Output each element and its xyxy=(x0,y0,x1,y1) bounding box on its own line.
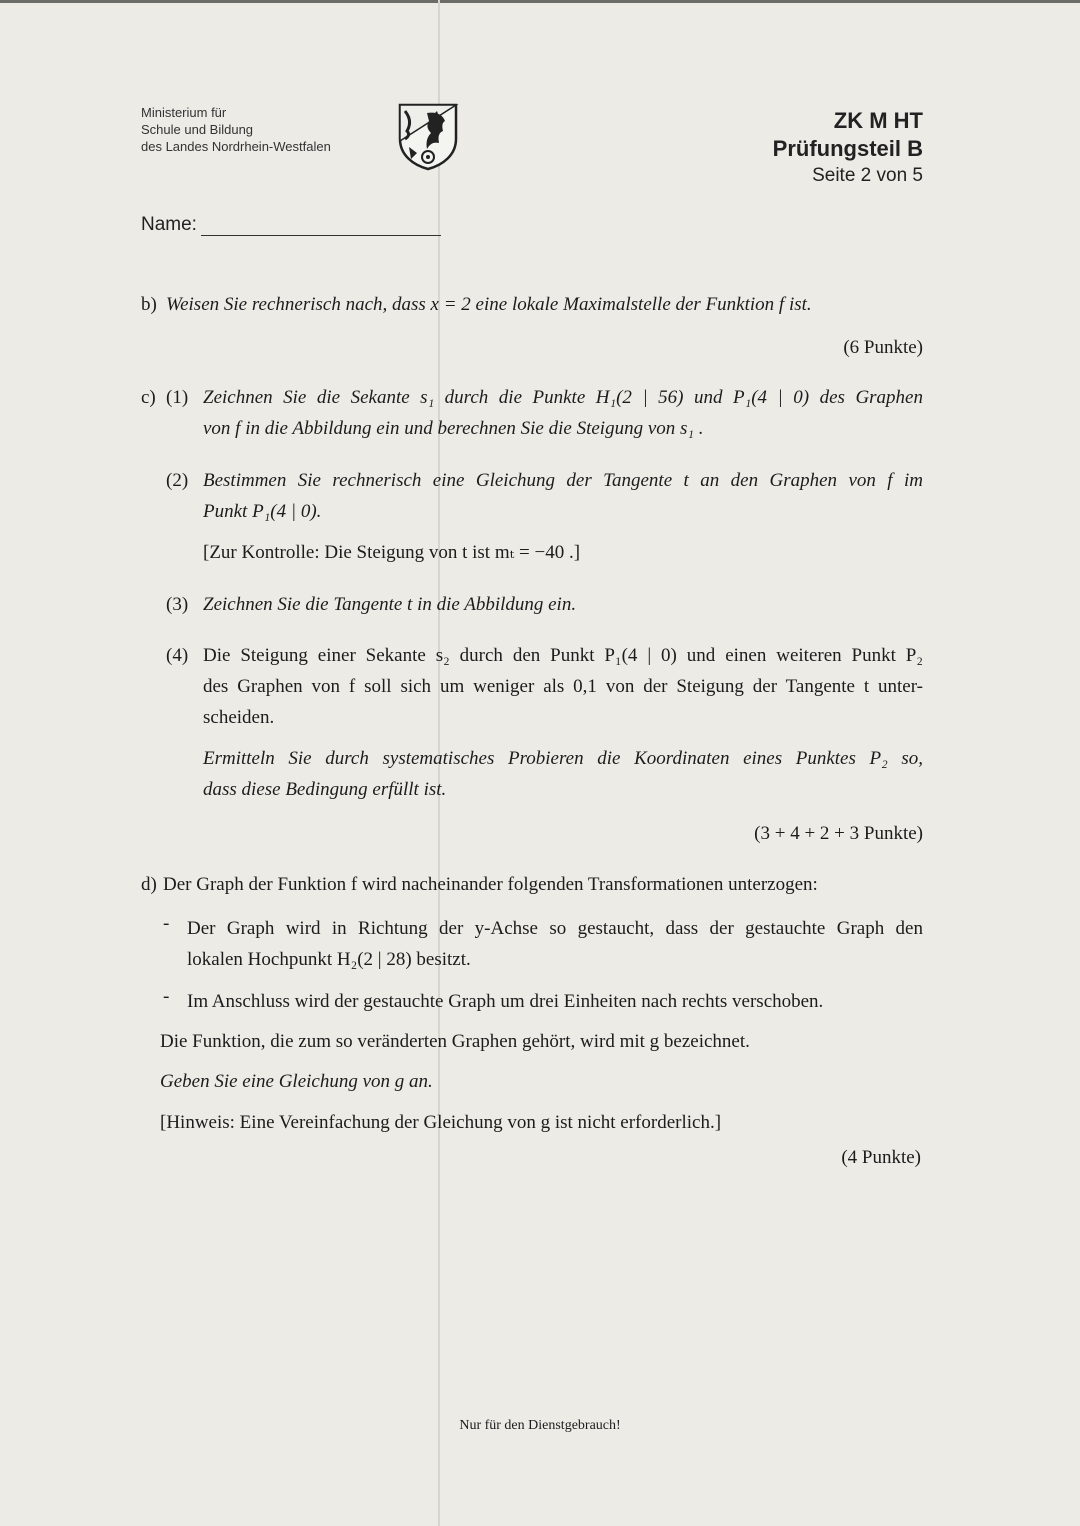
task-d-points: (4 Punkte) xyxy=(841,1147,921,1168)
task-d-bullet-1-line-1: Der Graph wird in Richtung der y-Achse so gestaucht, dass der gestauchte Graph den xyxy=(187,918,923,939)
name-label: Name: xyxy=(141,214,197,235)
ministry-block xyxy=(141,104,331,155)
name-blank-line xyxy=(201,215,441,236)
bullet-dash-2: - xyxy=(163,986,170,1007)
task-c-points: (3 + 4 + 2 + 3 Punkte) xyxy=(754,823,923,844)
scan-top-edge xyxy=(0,0,1080,3)
task-d-bullet-2: Im Anschluss wird der gestauchte Graph um drei Einheiten nach rechts verschoben. xyxy=(187,991,824,1012)
page-indicator: Seite 2 von 5 xyxy=(812,165,923,186)
task-c4-task-line-1: Ermitteln Sie durch systematisches Probieren die Koordinaten eines Punktes P₂ so, xyxy=(203,748,923,769)
task-b-points: (6 Punkte) xyxy=(843,337,923,358)
task-c4-line-2: des Graphen von f soll sich um weniger als 0,1 von der Steigung der Tangente t unter- xyxy=(203,676,923,697)
task-d-hint: [Hinweis: Eine Vereinfachung der Gleichung von g ist nicht erforderlich.] xyxy=(160,1112,722,1133)
ministry-line-3: des Landes Nordrhein-Westfalen xyxy=(141,139,331,154)
task-c-label: c) xyxy=(141,387,156,408)
ministry-line-1: Ministerium für xyxy=(141,105,227,120)
name-field xyxy=(141,214,441,236)
task-c4-line-3: scheiden. xyxy=(203,707,275,728)
task-c4-label: (4) xyxy=(166,645,189,666)
exam-code: ZK M HT xyxy=(833,108,923,133)
task-d-task: Geben Sie eine Gleichung von g an. xyxy=(160,1071,433,1092)
task-d-intro: Der Graph der Funktion f wird nacheinander folgenden Transformationen unterzogen: xyxy=(163,874,818,895)
task-b-text: Weisen Sie rechnerisch nach, dass x = 2 eine lokale Maximalstelle der Funktion f ist. xyxy=(166,294,812,315)
task-c2-line-1: Bestimmen Sie rechnerisch eine Gleichung der Tangente t an den Graphen von f im xyxy=(203,470,923,491)
ministry-line-2: Schule und Bildung xyxy=(141,122,254,137)
task-c2-control: [Zur Kontrolle: Die Steigung von t ist mₜ = −40 .] xyxy=(203,542,581,563)
task-d-statement: Die Funktion, die zum so veränderten Graphen gehört, wird mit g bezeichnet. xyxy=(160,1031,750,1052)
task-c1-label: (1) xyxy=(166,387,189,408)
task-c4-line-1: Die Steigung einer Sekante s₂ durch den Punkt P₁(4 | 0) und einen weiteren Punkt P₂ xyxy=(203,645,923,666)
task-d-label: d) xyxy=(141,874,157,895)
task-c2-label: (2) xyxy=(166,470,189,491)
exam-part: Prüfungsteil B xyxy=(772,136,923,161)
bullet-dash-1: - xyxy=(163,913,170,934)
task-b-label: b) xyxy=(141,294,157,315)
task-c1-line-1: Zeichnen Sie die Sekante s₁ durch die Punkte H₁(2 | 56) und P₁(4 | 0) des Graphen xyxy=(203,387,923,408)
nrw-crest-icon xyxy=(397,103,459,171)
task-c3-label: (3) xyxy=(166,594,189,615)
task-c4-task-line-2: dass diese Bedingung erfüllt ist. xyxy=(203,779,447,800)
task-c3-text: Zeichnen Sie die Tangente t in die Abbildung ein. xyxy=(203,594,577,615)
exam-header xyxy=(773,107,923,189)
footer-note: Nur für den Dienstgebrauch! xyxy=(459,1418,621,1433)
task-d-bullet-1-line-2: lokalen Hochpunkt H₂(2 | 28) besitzt. xyxy=(187,949,471,970)
task-c2-line-2: Punkt P₁(4 | 0). xyxy=(203,501,322,522)
task-c1-line-2: von f in die Abbildung ein und berechnen Sie die Steigung von s₁ . xyxy=(203,418,704,439)
